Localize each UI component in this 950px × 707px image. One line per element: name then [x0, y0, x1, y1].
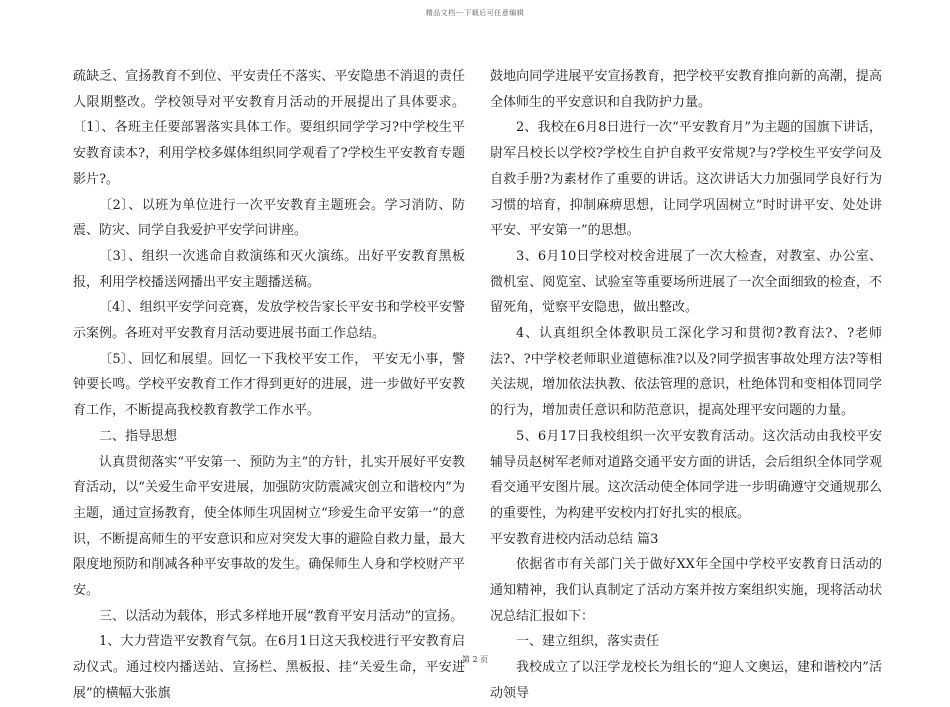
right-column — [490, 64, 882, 707]
article-title-part-3: 平安教育进校内活动总结 篇3 — [490, 531, 659, 547]
section-heading-organization: 一、建立组织，落实责任 — [516, 634, 660, 650]
right-paragraph-5: 5、6月17日我校组织一次平安教育活动。这次活动由我校平安辅导员赵树军老师对道路交通平安方面的讲话，会后组织全体同学观看交通平安图片展。这次活动使全体同学进一步明确遵守交通规那么的重要性，为构建平安校内打好扎实的根底。 — [490, 428, 882, 521]
section-heading-guiding-thought: 二、指导思想 — [99, 428, 178, 444]
page-number: 第 2 页 — [461, 655, 489, 664]
left-paragraph-7: 认真贯彻落实“平安第一、预防为主”的方针，扎实开展好平安教育活动，以“关爱生命平安进展，加强防灾防震减灾创立和谐校内”为主题，通过宣扬教育，使全体师生巩固树立“珍爱生命平安第一”的意识，不断提高师生的平安意识和应对突发大事的避险自救力量，最大限度地预防和削减各种平安事故的发生。确保师生人身和学校财产平安。 — [73, 454, 465, 599]
left-paragraph-4: 〔4〕、组织平安学问竞赛，发放学校告家长平安书和学校平安警示案例。各班对平安教育月活动要进展书面工作总结。 — [73, 300, 465, 342]
left-paragraph-3: 〔3〕、组织一次逃命自救演练和灭火演练。出好平安教育黑板报，利用学校播送网播出平安主题播送稿。 — [73, 248, 465, 290]
right-paragraph-3: 3、6月10日学校对校舍进展了一次大检查，对教室、办公室、微机室、阅览室、试验室等重要场所进展了一次全面细致的检查，不留死角，觉察平安隐患，做出整改。 — [490, 248, 882, 316]
left-paragraph-9: 1、大力营造平安教育气氛。在6月1日这天我校进行平安教育启动仪式。通过校内播送站、宣扬栏、黑板报、挂“关爱生命，平安进展”的横幅大张旗 — [73, 634, 465, 701]
left-column — [73, 64, 465, 707]
left-paragraph-1: 疏缺乏、宣扬教育不到位、平安责任不落实、平安隐患不消退的责任人限期整改。学校领导对平安教育月活动的开展提出了具体要求。〔1〕、各班主任要部署落实具体工作。要组织同学学习?中学校生平安教育读本?，利用学校多媒体组织同学观看了?学校生平安教育专题影片?。 — [73, 69, 465, 187]
left-paragraph-5: 〔5〕、回忆和展望。回忆一下我校平安工作， 平安无小事，警钟要长鸣。学校平安教育工作才得到更好的进展，进一步做好平安教育工作，不断提高我校教育教学工作水平。 — [73, 351, 465, 419]
left-paragraph-2: 〔2〕、以班为单位进行一次平安教育主题班会。学习消防、防震、防灾、同学自我爱护平安学问讲座。 — [73, 197, 465, 239]
right-paragraph-7: 依据省市有关部门关于做好XX年全国中学校平安教育日活动的通知精神，我们认真制定了活动方案并按方案组织实施，现将活动状况总结汇报如下： — [490, 557, 882, 624]
section-heading-activities: 三、以活动为载体，形式多样地开展“教育平安月活动”的宣扬。 — [99, 608, 464, 624]
right-paragraph-1: 鼓地向同学进展平安宣扬教育，把学校平安教育推向新的高潮，提高全体师生的平安意识和自我防护力量。 — [490, 69, 882, 110]
right-paragraph-9: 我校成立了以汪学龙校长为组长的“迎人文奥运，建和谐校内”活动领导 — [490, 660, 882, 701]
right-paragraph-2: 2、我校在6月8日进行一次“平安教育月”为主题的国旗下讲话，尉军吕校长以学校?学校生自护自救平安常规?与?学校生平安学问及自救手册?为素材作了重要的讲话。这次讲话大力加强同学良好行为习惯的培育，抑制麻痹思想，让同学巩固树立“时时讲平安、处处讲平安、平安第一”的思想。 — [490, 120, 882, 239]
page-header: 精品文档---下载后可任意编辑 — [425, 9, 525, 17]
right-paragraph-4: 4、认真组织全体教职员工深化学习和贯彻?教育法?、?老师法?、?中学校老师职业道德标准?以及?同学损害事故处理方法?等相关法规，增加依法执教、依法管理的意识，杜绝体罚和变相体罚同学的行为，增加责任意识和防范意识，提高处理平安问题的力量。 — [490, 326, 882, 419]
